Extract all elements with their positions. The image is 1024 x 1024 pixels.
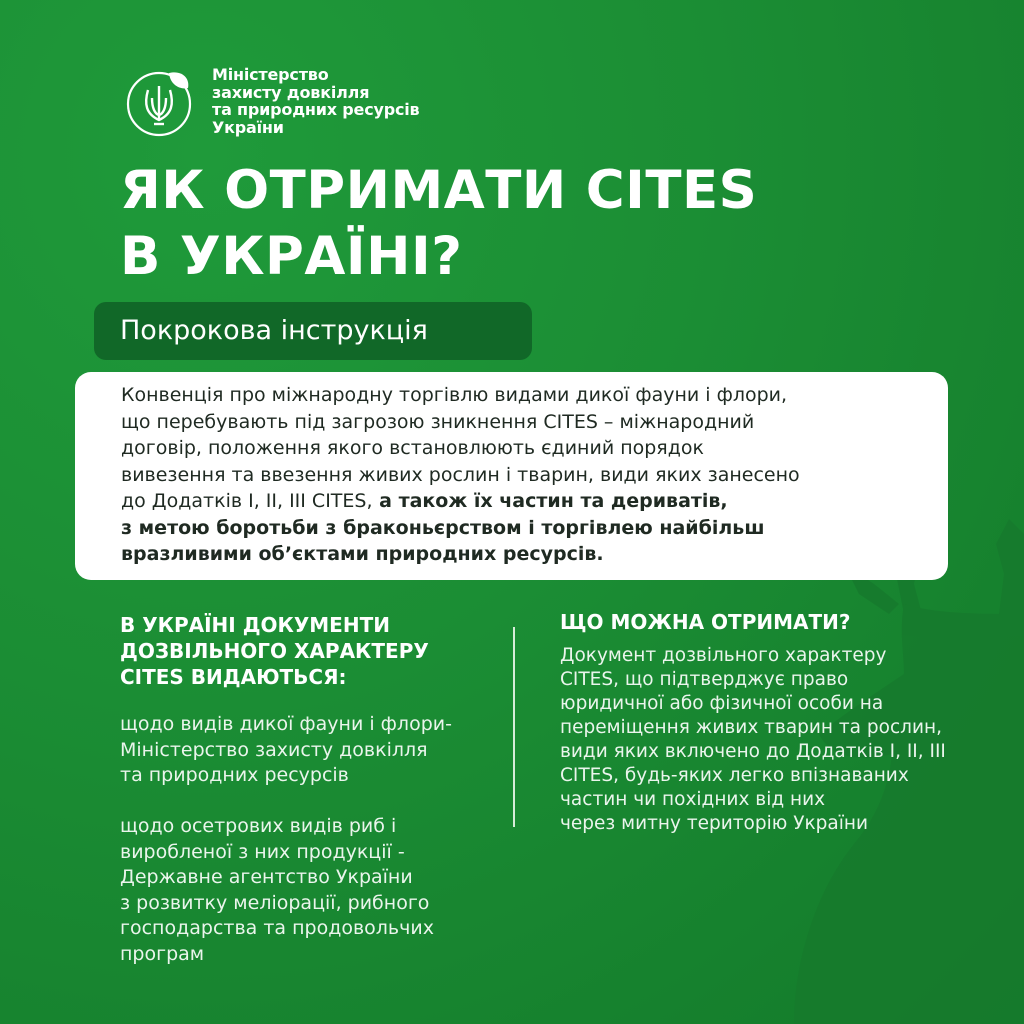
left-text-line: програм: [120, 942, 205, 965]
page-title: [120, 158, 757, 290]
right-text-line: види яких включено до Додатків I, II, III: [560, 741, 946, 762]
subtitle-badge: Покрокова інструкція: [94, 302, 532, 360]
ministry-line: та природних ресурсів: [212, 100, 420, 119]
right-heading: ЩО МОЖНА ОТРИМАТИ?: [560, 610, 851, 634]
left-text-line: щодо осетрових видів риб і: [120, 815, 397, 837]
left-heading: [120, 612, 429, 690]
intro-bold-text: з метою боротьби з браконьєрством і торгівлею найбільш: [121, 516, 765, 539]
right-text-line: юридичної або фізичної особи на: [560, 693, 884, 714]
left-text-line: господарства та продовольчих: [120, 917, 434, 939]
right-text-line: CITES, будь-яких легко впізнаваних: [560, 765, 909, 786]
intro-line: [121, 488, 948, 515]
title-line-2: В УКРАЇНІ?: [120, 226, 463, 287]
left-block-2: [120, 814, 434, 967]
right-text-line: частин чи похідних від них: [560, 789, 826, 810]
trident-leaf-icon: [124, 68, 194, 138]
intro-line: вивезення та ввезення живих рослин і тварин, види яких занесено: [121, 463, 800, 486]
intro-bold-line: [121, 515, 948, 542]
left-text-line: та природних ресурсів: [120, 764, 349, 786]
intro-bold-text: вразливими об’єктами природних ресурсів.: [121, 543, 604, 565]
left-text-line: Міністерство захисту довкілля: [120, 738, 428, 761]
left-heading-line: CITES ВИДАЮТЬСЯ:: [120, 665, 347, 689]
intro-line: Конвенція про міжнародну торгівлю видами дикої фауни і флори,: [121, 384, 788, 406]
left-text-line: з розвитку меліорації, рибного: [120, 891, 430, 914]
left-heading-line: ДОЗВІЛЬНОГО ХАРАКТЕРУ: [120, 639, 429, 663]
intro-text: до Додатків I, II, III CITES,: [121, 490, 373, 512]
column-divider: [513, 627, 515, 827]
left-text-line: виробленої з них продукції -: [120, 840, 405, 863]
left-text-line: Державне агентство України: [120, 866, 413, 888]
intro-bold-text: а також їх частин та дериватів,: [372, 490, 728, 512]
ministry-line: України: [212, 117, 284, 137]
left-heading-line: В УКРАЇНІ ДОКУМЕНТИ: [120, 613, 390, 637]
left-text-line: щодо видів дикої фауни і флори-: [120, 713, 452, 735]
intro-line: договір, положення якого встановлюють єдиний порядок: [121, 437, 704, 459]
right-text-line: Документ дозвільного характеру: [560, 645, 887, 666]
ministry-line: Міністерство: [212, 65, 329, 84]
intro-bold-line: [121, 541, 948, 568]
left-block-1: [120, 712, 452, 789]
intro-card: [75, 372, 948, 580]
right-text-line: переміщення живих тварин та рослин,: [560, 717, 942, 738]
title-line-1: ЯК ОТРИМАТИ CITES: [120, 160, 758, 221]
ministry-line: захисту довкілля: [212, 82, 370, 102]
intro-line: що перебувають під загрозою зникнення CITES – міжнародний: [121, 410, 755, 433]
right-block: [560, 644, 946, 836]
right-text-line: через митну територію України: [560, 813, 868, 834]
right-text-line: CITES, що підтверджує право: [560, 669, 849, 690]
ministry-name: [212, 66, 419, 136]
